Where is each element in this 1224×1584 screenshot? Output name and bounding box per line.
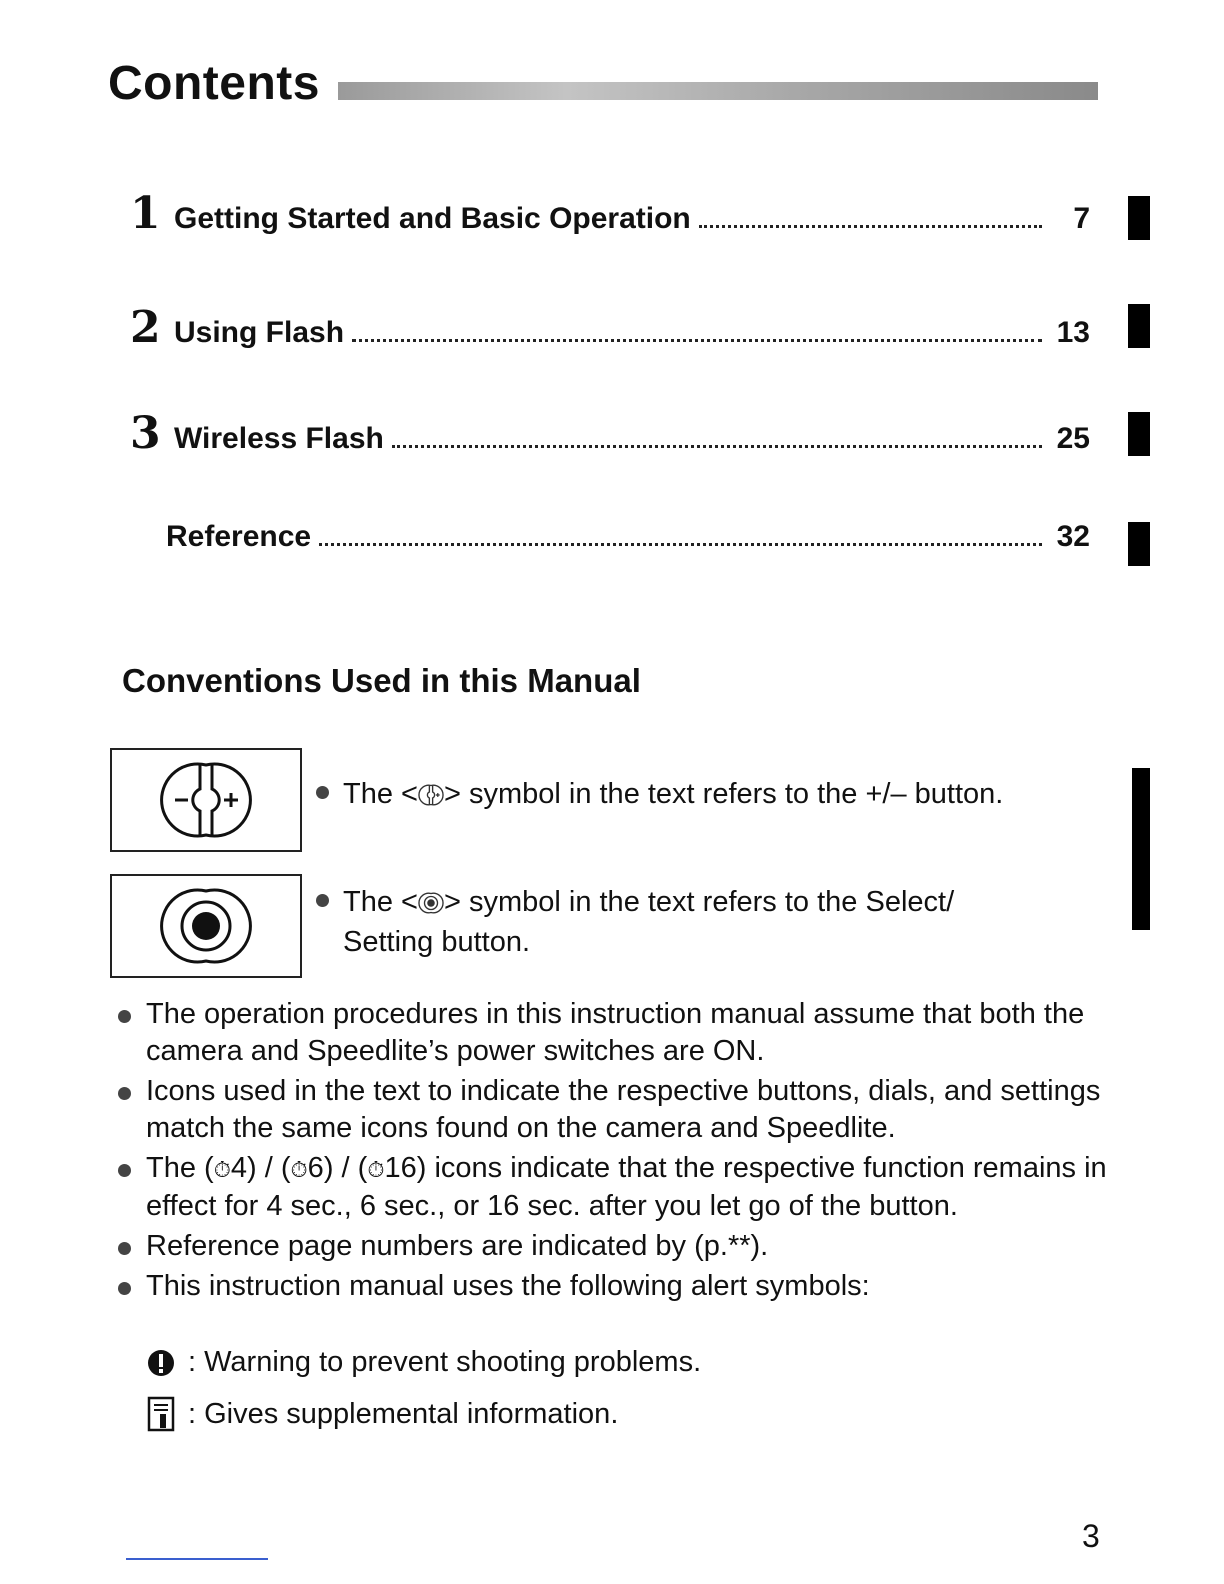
toc-leader-dots [319,543,1042,546]
bullet-dot [118,1010,131,1023]
list-item [118,1150,1108,1225]
bullet-dot [118,1164,131,1177]
alert-text: : Gives supplemental information. [188,1397,619,1430]
toc-item-reference[interactable] [166,520,1090,564]
timer-icon: ⏱ [290,1157,308,1182]
alert-text: : Warning to prevent shooting problems. [188,1346,702,1378]
timer-value: 4 [230,1152,247,1184]
timer-icon: ⏱ [367,1157,385,1182]
conventions-list [118,996,1108,1308]
bullet-dot [316,894,329,907]
plus-minus-button-icon [418,783,444,807]
toc-page-number: 7 [1073,202,1090,235]
toc-item-getting-started[interactable] [130,188,1090,239]
bullet-dot [118,1087,131,1100]
text-fragment: The < [343,778,418,810]
page-title: Contents [108,57,320,110]
chapter-tab-marker [1128,304,1150,348]
page-number: 3 [1082,1518,1100,1554]
toc-leader-dots [392,445,1042,448]
toc-chapter-number: 3 [130,408,161,459]
toc-chapter-label: Getting Started and Basic Operation [174,202,691,235]
toc-item-using-flash[interactable] [130,302,1090,353]
plus-minus-button-icon [158,759,254,841]
text-fragment: ) icons indicate that the respective function remains in effect for 4 sec., 6 sec., or 16 sec. after you let go of the button. [146,1152,1107,1222]
text-fragment: The < [343,886,418,918]
footer-rule [126,1558,268,1560]
symbol-description-plus-minus [316,774,1096,814]
list-item-text: Icons used in the text to indicate the respective buttons, dials, and settings match the same icons found on the camera and Speedlite. [146,1075,1101,1144]
list-item-text: The operation procedures in this instruction manual assume that both the camera and Speedlite’s power switches are ON. [146,998,1085,1067]
toc-chapter-label: Wireless Flash [174,422,384,455]
alert-warning-row [146,1346,701,1379]
chapter-tab-marker [1128,522,1150,566]
text-fragment: ) / ( [247,1152,291,1184]
toc-leader-dots [352,339,1042,342]
list-item [118,996,1108,1070]
symbol-box-select-setting [110,874,302,978]
toc-item-wireless-flash[interactable] [130,408,1090,459]
text-fragment: ) / ( [323,1152,368,1184]
toc-leader-dots [699,225,1042,228]
timer-value: 6 [307,1152,324,1184]
select-setting-button-icon [418,891,444,915]
text-fragment: > symbol in the text refers to the +/– button. [443,778,1004,810]
list-item [118,1268,1108,1305]
toc-chapter-label: Using Flash [174,316,345,349]
section-tab-marker [1132,768,1150,930]
toc-chapter-number: 2 [130,302,161,353]
warning-icon [146,1348,176,1378]
alert-note-row [146,1396,618,1432]
list-item [118,1073,1108,1147]
bullet-dot [118,1242,131,1255]
toc-chapter-number: 1 [130,188,161,239]
timer-value: 16 [384,1152,417,1184]
chapter-tab-marker [1128,412,1150,456]
symbol-box-plus-minus [110,748,302,852]
toc-page-number: 32 [1056,520,1090,553]
chapter-tab-marker [1128,196,1150,240]
symbol-description-select-setting [316,882,1096,962]
text-fragment: > symbol in the text refers to the Select/ [443,886,955,918]
bullet-dot [118,1282,131,1295]
select-setting-button-icon [158,885,254,967]
text-fragment: The ( [146,1152,214,1184]
list-item-text: This instruction manual uses the following alert symbols: [146,1270,870,1302]
toc-page-number: 13 [1056,316,1090,349]
section-heading: Conventions Used in this Manual [122,662,641,699]
bullet-dot [316,786,329,799]
toc-page-number: 25 [1056,422,1090,455]
toc-chapter-label: Reference [166,520,312,553]
list-item-text: Reference page numbers are indicated by (p.**). [146,1230,769,1262]
title-rule [338,82,1098,100]
text-fragment: Setting button. [343,926,531,958]
list-item [118,1228,1108,1265]
note-icon [146,1396,176,1432]
timer-icon: ⏱ [213,1157,231,1182]
